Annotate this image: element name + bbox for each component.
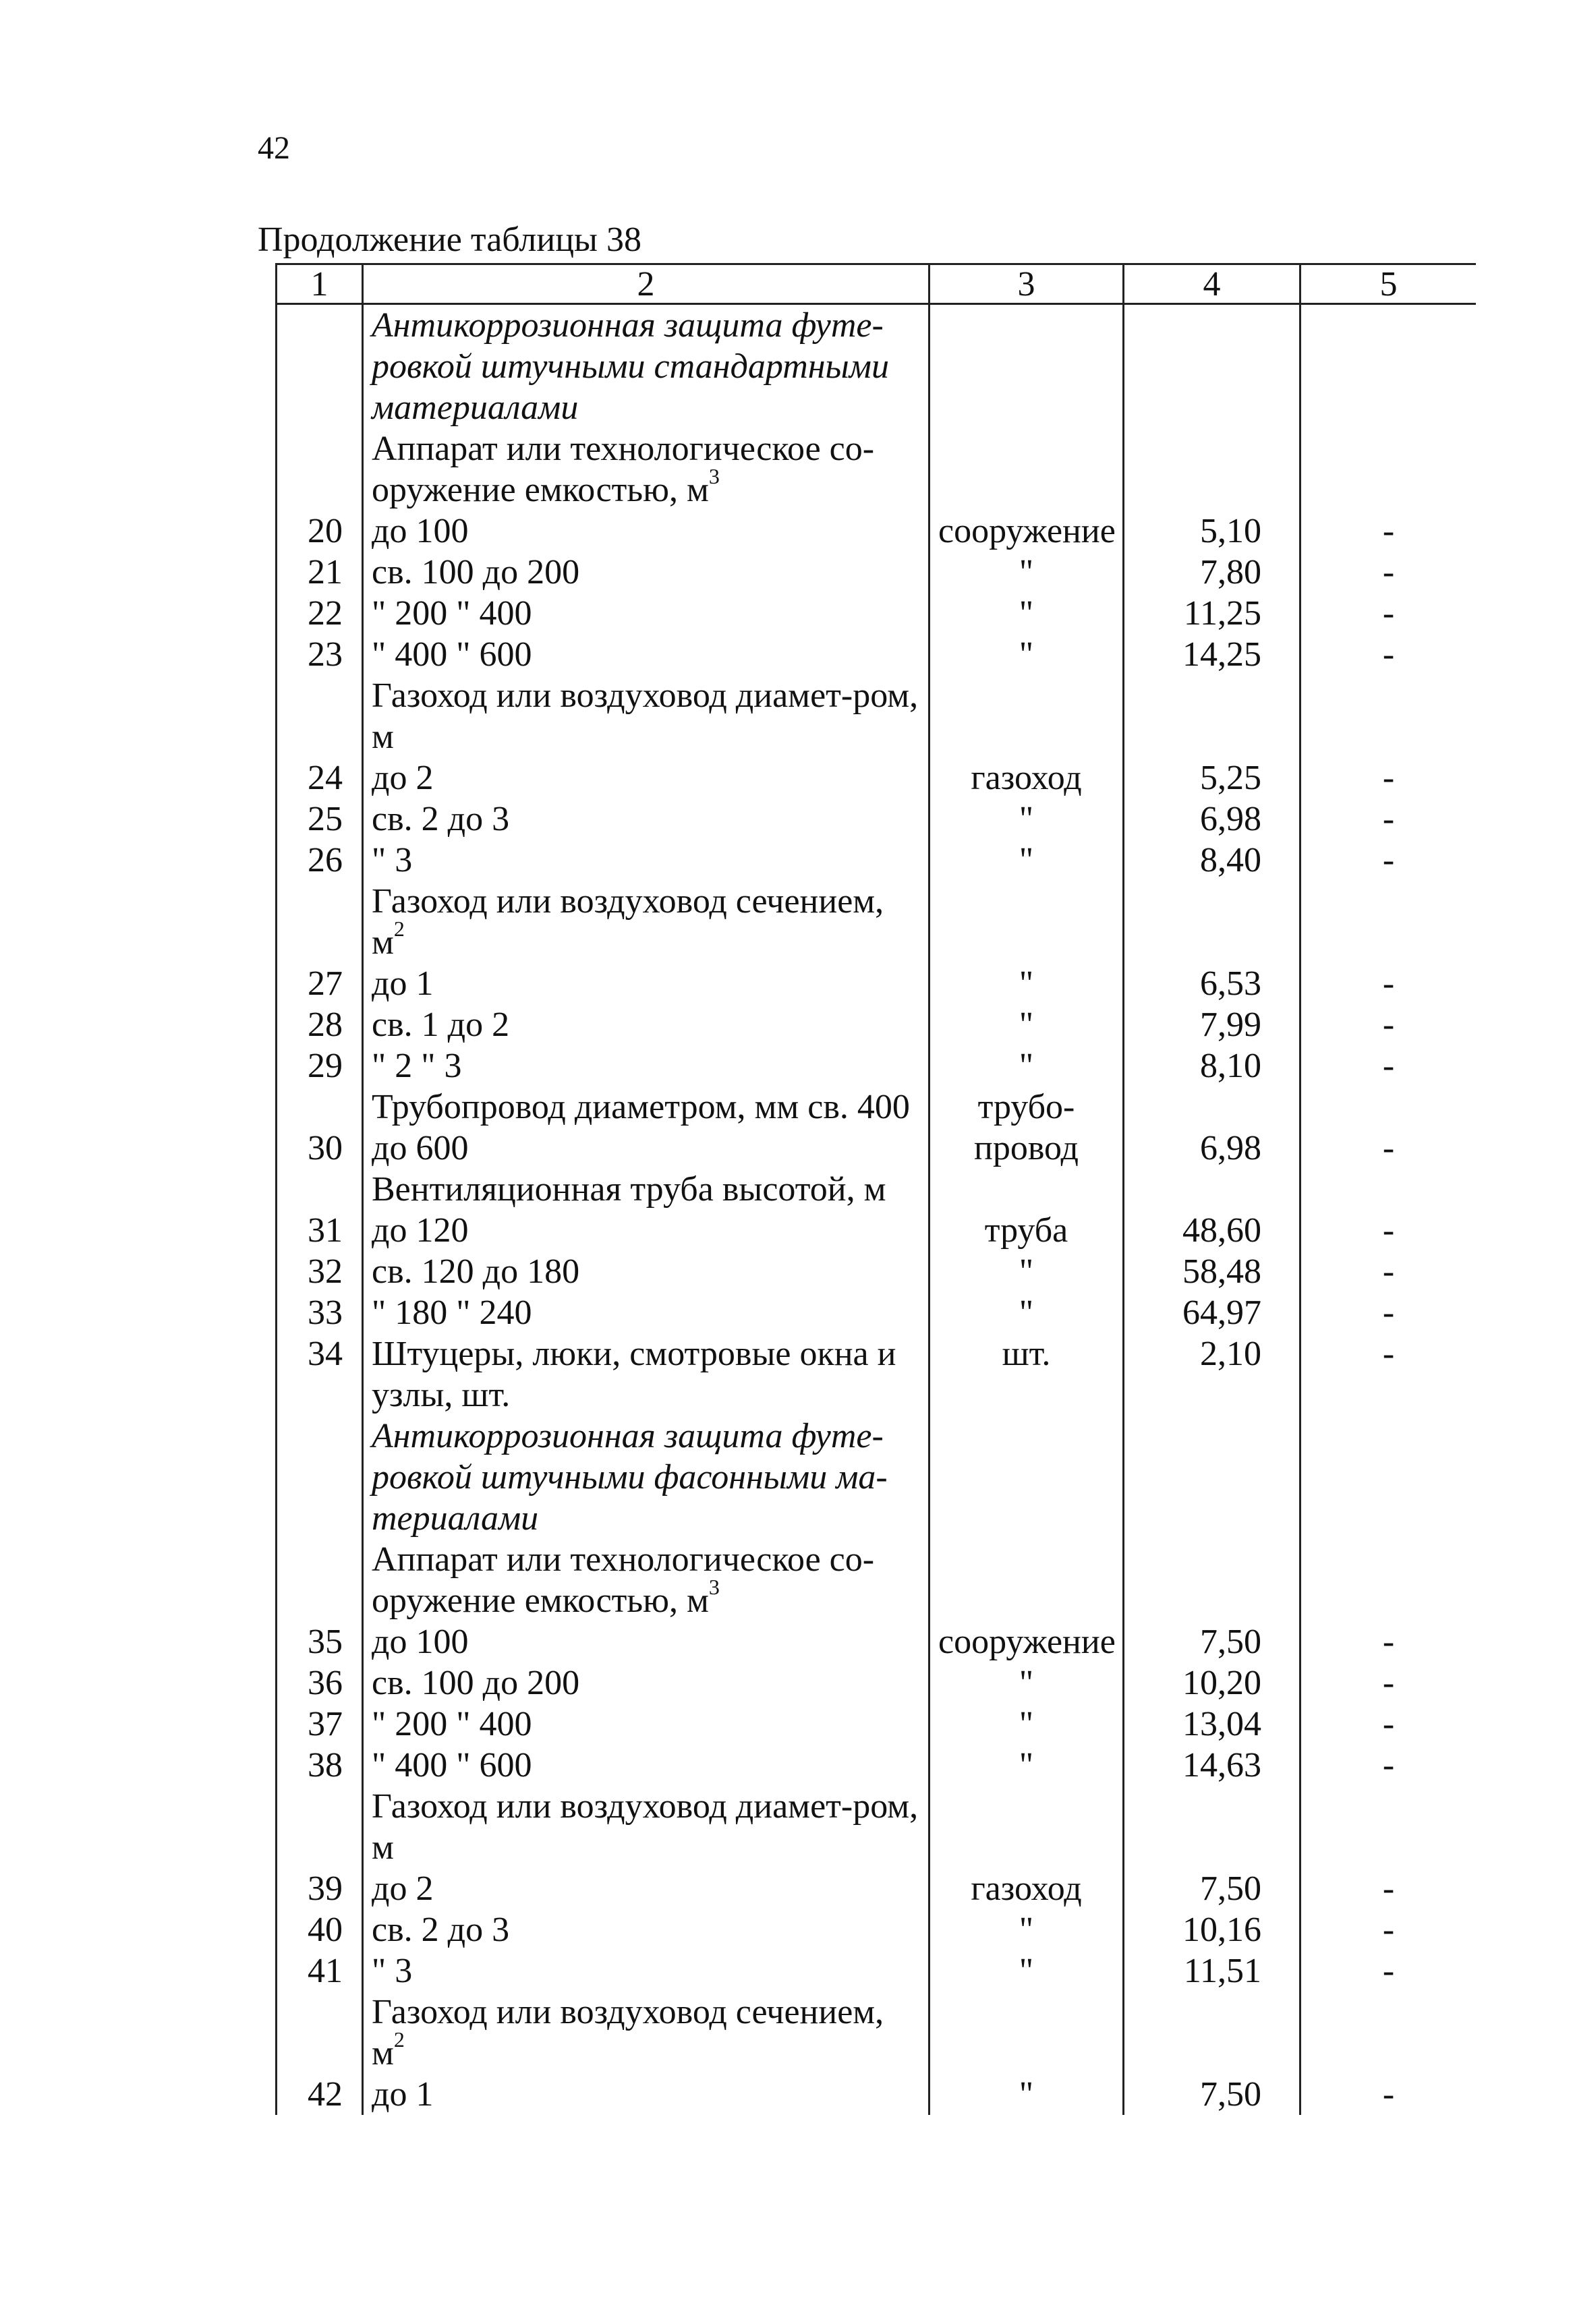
table-row [277, 593, 1477, 634]
table-container [275, 263, 1476, 2178]
row-number [277, 1786, 363, 1868]
row-value: 10,20 [1124, 1662, 1300, 1704]
row-unit: труба [930, 1210, 1124, 1251]
row-value [1124, 881, 1300, 963]
row-value: 8,10 [1124, 1045, 1300, 1086]
row-extra [1300, 1539, 1477, 1621]
row-number: 20 [277, 511, 363, 552]
row-extra: - [1300, 634, 1477, 675]
row-number: 29 [277, 1045, 363, 1086]
table-row [277, 1662, 1477, 1704]
row-number: 24 [277, 757, 363, 798]
row-unit [930, 1169, 1124, 1210]
row-extra: - [1300, 1704, 1477, 1745]
row-unit: газоход [930, 1868, 1124, 1909]
table-row [277, 1950, 1477, 1992]
table-row [277, 1210, 1477, 1251]
table-row [277, 757, 1477, 798]
table-row [277, 798, 1477, 840]
row-value: 6,53 [1124, 963, 1300, 1004]
row-unit: " [930, 1251, 1124, 1292]
row-value: 5,10 [1124, 511, 1300, 552]
row-extra: - [1300, 1333, 1477, 1416]
row-unit: " [930, 2074, 1124, 2115]
row-name: " 400 " 600 [363, 634, 930, 675]
row-extra: - [1300, 552, 1477, 593]
row-unit: " [930, 1045, 1124, 1086]
row-value: 10,16 [1124, 1909, 1300, 1950]
group-title [363, 675, 930, 757]
row-value: 11,25 [1124, 593, 1300, 634]
row-value: 7,99 [1124, 1004, 1300, 1045]
row-value [1124, 1416, 1300, 1539]
row-value: 14,25 [1124, 634, 1300, 675]
row-number: 23 [277, 634, 363, 675]
row-value [1124, 1539, 1300, 1621]
row-unit [930, 881, 1124, 963]
row-value: 13,04 [1124, 1704, 1300, 1745]
row-extra: - [1300, 511, 1477, 552]
row-unit [930, 1992, 1124, 2074]
row-number: 41 [277, 1950, 363, 1992]
row-value: 7,50 [1124, 1621, 1300, 1662]
row-number [277, 304, 363, 429]
row-text: Аппарат или технологическое со-оружение емкостью, м [372, 430, 875, 509]
row-unit [930, 1786, 1124, 1868]
row-extra: - [1300, 2074, 1477, 2115]
row-number: 25 [277, 798, 363, 840]
table-row [277, 1045, 1477, 1086]
unit-superscript: 3 [708, 464, 720, 488]
row-number [277, 1539, 363, 1621]
row-name: " 400 " 600 [363, 1745, 930, 1786]
column-header: 2 [363, 264, 930, 304]
table-row [277, 1704, 1477, 1745]
row-value [1124, 1169, 1300, 1210]
row-name: св. 100 до 200 [363, 1662, 930, 1704]
row-extra [1300, 1169, 1477, 1210]
row-text: Антикоррозионная защита футе-ровкой штучными стандартными материалами [372, 306, 889, 427]
row-unit: " [930, 1292, 1124, 1333]
row-extra: - [1300, 1210, 1477, 1251]
row-extra: - [1300, 1662, 1477, 1704]
row-value: 6,98 [1124, 1086, 1300, 1169]
row-value: 14,63 [1124, 1745, 1300, 1786]
row-extra [1300, 675, 1477, 757]
row-extra: - [1300, 963, 1477, 1004]
group-title [363, 1169, 930, 1210]
row-value: 64,97 [1124, 1292, 1300, 1333]
row-name: св. 1 до 2 [363, 1004, 930, 1045]
group-title [363, 1786, 930, 1868]
row-name: Трубопровод диаметром, мм св. 400 до 600 [363, 1086, 930, 1169]
row-number: 34 [277, 1333, 363, 1416]
row-number: 22 [277, 593, 363, 634]
row-extra: - [1300, 1004, 1477, 1045]
data-table [275, 263, 1476, 2115]
table-row [277, 511, 1477, 552]
row-text: Газоход или воздуховод сечением, м [372, 1993, 884, 2072]
row-value: 6,98 [1124, 798, 1300, 840]
row-number: 33 [277, 1292, 363, 1333]
table-row [277, 2074, 1477, 2115]
row-extra: - [1300, 1621, 1477, 1662]
column-header: 3 [930, 264, 1124, 304]
row-number: 21 [277, 552, 363, 593]
row-value: 7,80 [1124, 552, 1300, 593]
row-number: 28 [277, 1004, 363, 1045]
row-text: Газоход или воздуховод диамет-ром, м [372, 1787, 919, 1867]
row-value: 7,50 [1124, 2074, 1300, 2115]
group-row [277, 1169, 1477, 1210]
row-name: " 3 [363, 1950, 930, 1992]
row-extra [1300, 304, 1477, 429]
row-value: 8,40 [1124, 840, 1300, 881]
row-unit: " [930, 593, 1124, 634]
row-value: 11,51 [1124, 1950, 1300, 1992]
row-name: до 2 [363, 757, 930, 798]
row-name: " 180 " 240 [363, 1292, 930, 1333]
row-number [277, 1992, 363, 2074]
row-unit: сооружение [930, 1621, 1124, 1662]
row-extra [1300, 1416, 1477, 1539]
row-extra: - [1300, 840, 1477, 881]
table-row [277, 963, 1477, 1004]
table-row [277, 1086, 1477, 1169]
row-unit [930, 675, 1124, 757]
row-value [1124, 304, 1300, 429]
group-row [277, 428, 1477, 511]
row-name: до 100 [363, 1621, 930, 1662]
row-name: св. 100 до 200 [363, 552, 930, 593]
column-header: 1 [277, 264, 363, 304]
row-name: " 200 " 400 [363, 1704, 930, 1745]
row-value: 58,48 [1124, 1251, 1300, 1292]
table-row [277, 634, 1477, 675]
row-unit [930, 304, 1124, 429]
row-number [277, 881, 363, 963]
row-value [1124, 428, 1300, 511]
row-extra: - [1300, 1950, 1477, 1992]
row-unit: " [930, 1950, 1124, 1992]
table-row [277, 1621, 1477, 1662]
row-number [277, 428, 363, 511]
row-value [1124, 1786, 1300, 1868]
row-name: св. 2 до 3 [363, 1909, 930, 1950]
row-unit: " [930, 963, 1124, 1004]
row-name: " 200 " 400 [363, 593, 930, 634]
row-name: до 2 [363, 1868, 930, 1909]
unit-superscript: 3 [708, 1575, 720, 1599]
header-row [277, 264, 1477, 304]
row-extra: - [1300, 1086, 1477, 1169]
row-extra [1300, 428, 1477, 511]
row-value [1124, 1992, 1300, 2074]
row-extra [1300, 1786, 1477, 1868]
group-row [277, 675, 1477, 757]
row-name: св. 120 до 180 [363, 1251, 930, 1292]
page-number: 42 [258, 130, 290, 166]
row-number: 31 [277, 1210, 363, 1251]
row-extra: - [1300, 1909, 1477, 1950]
row-unit: сооружение [930, 511, 1124, 552]
row-unit [930, 1539, 1124, 1621]
row-unit: газоход [930, 757, 1124, 798]
table-row [277, 552, 1477, 593]
row-number: 32 [277, 1251, 363, 1292]
row-extra [1300, 1992, 1477, 2074]
row-text: Аппарат или технологическое со-оружение емкостью, м [372, 1540, 875, 1620]
row-extra: - [1300, 1045, 1477, 1086]
row-text: Газоход или воздуховод сечением, м [372, 882, 884, 962]
row-unit: шт. [930, 1333, 1124, 1416]
row-name: до 120 [363, 1210, 930, 1251]
row-unit: " [930, 798, 1124, 840]
row-value: 2,10 [1124, 1333, 1300, 1416]
section-row [277, 1416, 1477, 1539]
group-row [277, 1539, 1477, 1621]
unit-superscript: 2 [393, 2027, 405, 2052]
row-number: 27 [277, 963, 363, 1004]
unit-superscript: 2 [393, 917, 405, 941]
row-value [1124, 675, 1300, 757]
row-number: 35 [277, 1621, 363, 1662]
row-name: " 3 [363, 840, 930, 881]
group-row [277, 1992, 1477, 2074]
table-caption: Продолжение таблицы 38 [258, 221, 641, 259]
row-unit: " [930, 1704, 1124, 1745]
table-row [277, 1745, 1477, 1786]
row-name: " 2 " 3 [363, 1045, 930, 1086]
row-extra: - [1300, 1868, 1477, 1909]
row-extra: - [1300, 593, 1477, 634]
group-title [363, 1539, 930, 1621]
row-name: Штуцеры, люки, смотровые окна и узлы, шт. [363, 1333, 930, 1416]
row-number: 39 [277, 1868, 363, 1909]
row-unit: " [930, 1745, 1124, 1786]
group-title [363, 881, 930, 963]
row-number: 30 [277, 1086, 363, 1169]
row-unit [930, 428, 1124, 511]
row-extra: - [1300, 1251, 1477, 1292]
row-number: 42 [277, 2074, 363, 2115]
row-unit: трубо-провод [930, 1086, 1124, 1169]
row-value: 7,50 [1124, 1868, 1300, 1909]
table-row [277, 1868, 1477, 1909]
section-title [363, 304, 930, 429]
row-extra: - [1300, 1745, 1477, 1786]
row-unit: " [930, 1909, 1124, 1950]
row-name: св. 2 до 3 [363, 798, 930, 840]
table-row [277, 1251, 1477, 1292]
row-value: 48,60 [1124, 1210, 1300, 1251]
row-number [277, 1416, 363, 1539]
row-name: до 1 [363, 2074, 930, 2115]
group-title [363, 428, 930, 511]
section-title [363, 1416, 930, 1539]
row-extra: - [1300, 757, 1477, 798]
row-extra [1300, 881, 1477, 963]
column-header: 4 [1124, 264, 1300, 304]
group-title [363, 1992, 930, 2074]
row-unit: " [930, 634, 1124, 675]
row-unit: " [930, 552, 1124, 593]
row-name: до 1 [363, 963, 930, 1004]
row-number [277, 1169, 363, 1210]
row-name: до 100 [363, 511, 930, 552]
table-body [277, 304, 1477, 2116]
table-row [277, 840, 1477, 881]
table-row [277, 1292, 1477, 1333]
row-number: 26 [277, 840, 363, 881]
column-header: 5 [1300, 264, 1477, 304]
row-text: Вентиляционная труба высотой, м [372, 1170, 886, 1209]
row-number: 40 [277, 1909, 363, 1950]
row-number: 37 [277, 1704, 363, 1745]
group-row [277, 1786, 1477, 1868]
row-text: Газоход или воздуховод диамет-ром, м [372, 676, 919, 756]
row-unit: " [930, 1004, 1124, 1045]
row-number: 36 [277, 1662, 363, 1704]
table-row [277, 1333, 1477, 1416]
row-unit [930, 1416, 1124, 1539]
row-extra: - [1300, 1292, 1477, 1333]
row-extra: - [1300, 798, 1477, 840]
row-unit: " [930, 840, 1124, 881]
table-row [277, 1909, 1477, 1950]
table-row [277, 1004, 1477, 1045]
row-unit: " [930, 1662, 1124, 1704]
row-number [277, 675, 363, 757]
row-number: 38 [277, 1745, 363, 1786]
row-value: 5,25 [1124, 757, 1300, 798]
row-text: Антикоррозионная защита футе-ровкой штучными фасонными ма-териалами [372, 1417, 888, 1538]
section-row [277, 304, 1477, 429]
group-row [277, 881, 1477, 963]
